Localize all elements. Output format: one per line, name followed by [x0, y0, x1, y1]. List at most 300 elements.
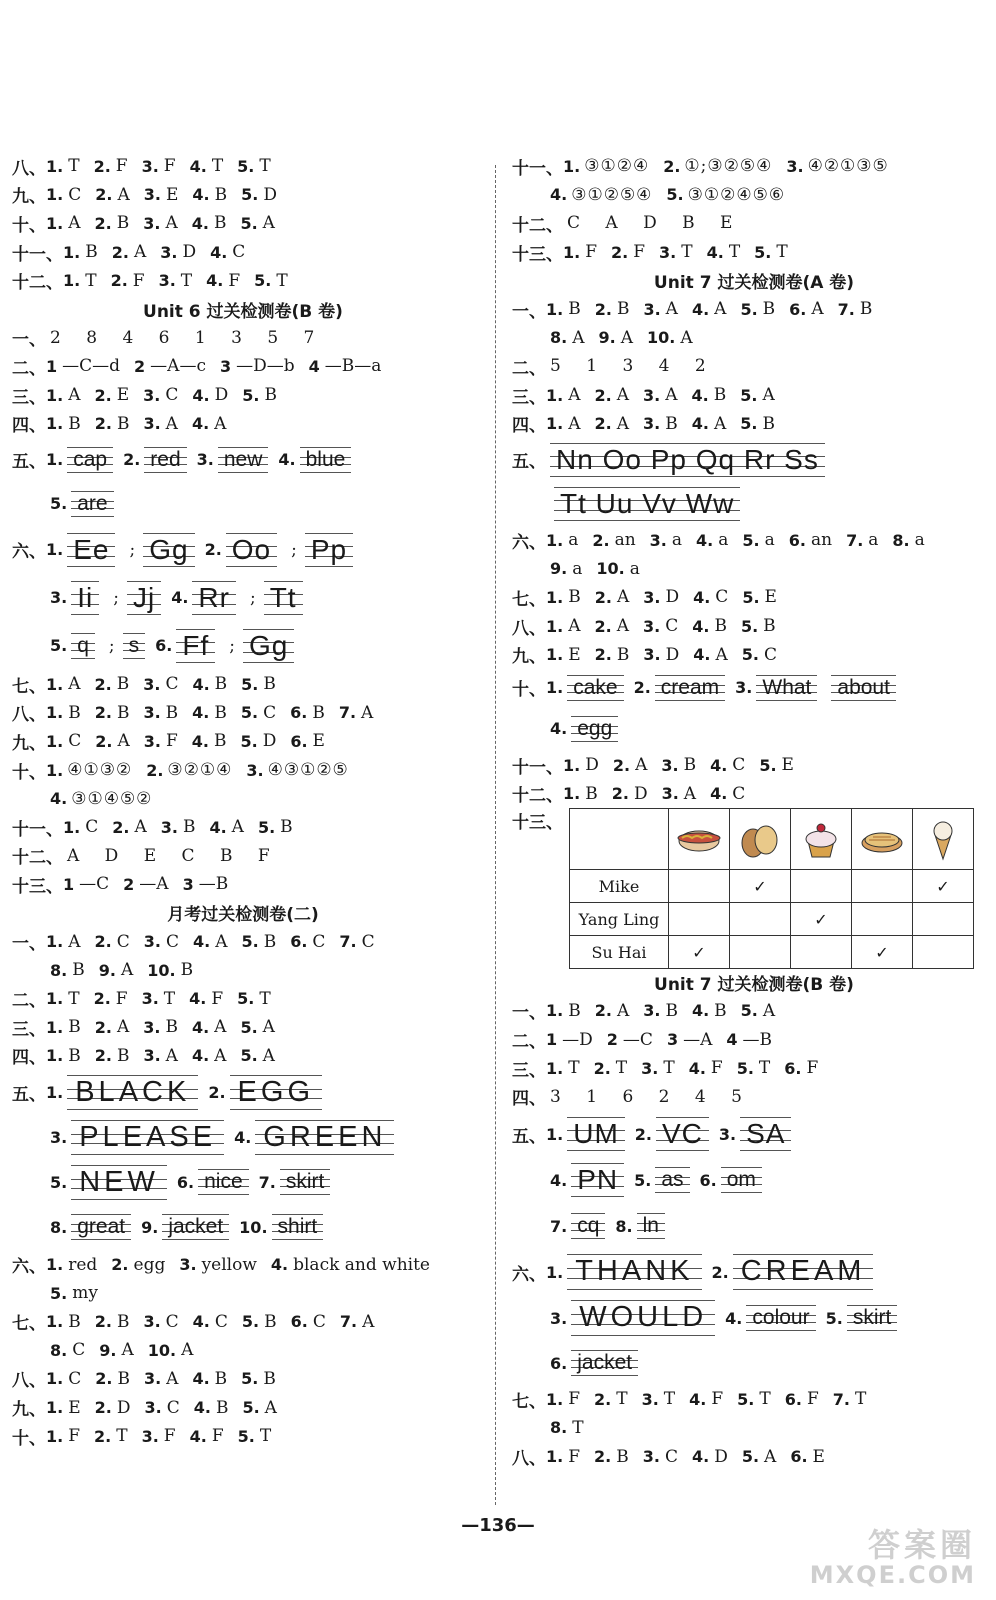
answer-line [12, 381, 474, 410]
answer: B [762, 413, 775, 434]
food-picture-cell [730, 809, 791, 870]
answer: T [180, 270, 193, 291]
question-label: 十一、 [512, 158, 563, 179]
item-number: 4. [691, 1447, 710, 1467]
item-number: 6. [290, 703, 308, 723]
item-number: 3. [143, 1017, 161, 1037]
answer: F [211, 988, 224, 1009]
separator: ; [129, 539, 136, 560]
answer: A [231, 817, 244, 838]
item-number: 1. [563, 755, 581, 775]
answer-line [512, 1442, 996, 1471]
answer-line [512, 780, 996, 809]
answer: A [120, 960, 134, 981]
answer: a [764, 530, 775, 551]
page-number: —136— [461, 1515, 535, 1536]
answer: A [680, 327, 693, 348]
item-number: 3. [659, 242, 677, 262]
item-number: 4. [693, 645, 711, 665]
item-number: 1. [46, 1255, 64, 1275]
section-heading: Unit 6 过关检测卷(B 卷) [143, 301, 343, 322]
item-number: 3. [143, 1046, 161, 1066]
item-number: 4. [234, 1127, 252, 1147]
item-number: 1. [46, 731, 64, 751]
answer: A [616, 413, 629, 434]
answer: T [259, 988, 271, 1009]
item-number: 6. [290, 932, 308, 952]
answer: T [259, 156, 271, 177]
item-number: 4. [210, 242, 228, 262]
item-number: 2. [204, 540, 222, 560]
item-number: 4. [689, 1389, 707, 1409]
item-number: 9. [141, 1217, 159, 1237]
item-number: 3. [641, 1389, 659, 1409]
item-number: 4. [696, 530, 714, 550]
item-number: 2 [606, 1030, 618, 1050]
food-picture-cell [791, 809, 852, 870]
answer: F [633, 242, 646, 263]
answer-line [512, 381, 996, 410]
answer-line [512, 1203, 996, 1249]
answer: black and white [293, 1254, 430, 1275]
item-number: 1. [46, 674, 64, 694]
answer-line [12, 670, 474, 699]
left-column [12, 152, 474, 1450]
answer: D [116, 1397, 131, 1418]
item-number: 5. [754, 242, 772, 262]
answer: F [585, 242, 598, 263]
item-number: 5. [740, 1001, 758, 1021]
answer: A [214, 1017, 227, 1038]
item-number: 4 [726, 1030, 738, 1050]
handwriting-answer: What [756, 675, 817, 701]
handwriting-answer: red [144, 447, 186, 473]
handwriting-answer: are [71, 491, 113, 517]
item-number: 3. [141, 989, 159, 1009]
pie-icon [859, 817, 905, 861]
item-number: 5. [825, 1308, 843, 1328]
separator: ; [249, 587, 256, 608]
answer-line [12, 1422, 474, 1451]
question-label: 十二、 [12, 848, 63, 869]
answer: T [163, 988, 176, 1009]
item-number: 3. [661, 755, 679, 775]
item-number: 5. [50, 636, 68, 656]
handwriting-answer: Nn Oo Pp Qq Rr Ss [550, 443, 825, 477]
item-number: 1. [546, 414, 564, 434]
answer: E [781, 755, 794, 776]
item-number: 4 [308, 356, 320, 376]
question-label: 八、 [12, 158, 46, 179]
answer: A [165, 213, 178, 234]
answer-line [12, 438, 474, 482]
item-number: 1. [546, 678, 564, 698]
answer: B [214, 1368, 228, 1389]
handwriting-answer: BLACK [67, 1075, 198, 1110]
answer: A [620, 327, 633, 348]
handwriting-answer: Jj [127, 581, 161, 615]
item-number: 4. [209, 817, 227, 837]
answer: B [683, 755, 697, 776]
answer: a [868, 530, 879, 551]
question-label: 三、 [512, 387, 546, 408]
item-number: 4. [191, 414, 210, 434]
item-number: 3. [643, 414, 661, 434]
question-label: 三、 [512, 1060, 546, 1081]
answer-line [512, 1385, 996, 1414]
answer: B [72, 960, 85, 981]
answer: D [665, 644, 680, 665]
answer-line [512, 640, 996, 669]
answer: E [116, 385, 130, 406]
answer: B [68, 413, 81, 434]
item-number: 2. [146, 760, 164, 780]
item-number: 2. [592, 530, 610, 550]
item-number: 3. [160, 817, 178, 837]
answer-line [12, 266, 474, 295]
handwriting-answer: VC [656, 1117, 709, 1151]
answer: B [665, 413, 678, 434]
item-number: 2. [594, 1001, 612, 1021]
item-number: 4. [171, 588, 189, 608]
item-number: 4. [550, 1170, 568, 1190]
item-number: 7. [832, 1389, 850, 1409]
item-number: 8. [550, 1418, 568, 1438]
answer: T [68, 156, 80, 177]
answer-line [512, 324, 996, 353]
answer: B [214, 184, 228, 205]
item-number: 4. [691, 414, 709, 434]
question-label: 九、 [12, 733, 46, 754]
question-label: 一、 [12, 330, 46, 351]
item-number: 3. [143, 385, 161, 405]
answer-line [512, 997, 996, 1026]
answer: A [665, 385, 678, 406]
check-cell: ✓ [730, 870, 791, 903]
item-number: 10. [596, 559, 625, 579]
handwriting-answer: jacket [571, 1350, 638, 1376]
answer-line [12, 927, 474, 956]
item-number: 3. [661, 784, 679, 804]
answer-line [512, 438, 996, 482]
item-number: 2. [711, 1262, 729, 1282]
answer: B [616, 299, 630, 320]
item-number: 5. [237, 989, 255, 1009]
table-row [570, 903, 974, 936]
item-number: 4. [550, 185, 568, 205]
item-number: 4. [688, 1058, 706, 1078]
answer-line [12, 526, 474, 574]
item-number: 2. [94, 1046, 112, 1066]
item-number: 7. [837, 299, 855, 319]
item-number: 4. [192, 703, 210, 723]
answer: E [568, 644, 581, 665]
question-label: 十、 [12, 215, 46, 236]
answer-line [512, 409, 996, 438]
question-label: 四、 [12, 416, 46, 437]
answer: T [758, 1058, 771, 1079]
item-number: 3. [642, 1447, 660, 1467]
check-cell [852, 903, 913, 936]
item-number: 7. [846, 530, 864, 550]
item-number: 2. [93, 989, 111, 1009]
question-label: 三、 [12, 387, 46, 408]
item-number: 2. [611, 784, 629, 804]
item-number: 2. [94, 674, 112, 694]
handwriting-answer: PLEASE [71, 1120, 224, 1155]
answer-line [512, 555, 996, 584]
answer: egg [133, 1254, 166, 1275]
question-label: 十一、 [512, 757, 563, 778]
handwriting-answer: Ii [71, 581, 99, 615]
item-number: 4. [192, 1369, 210, 1389]
item-number: 6. [155, 636, 173, 656]
item-number: 6. [789, 299, 807, 319]
item-number: 4. [189, 156, 207, 176]
answer: A [215, 931, 228, 952]
item-number: 3. [50, 1127, 68, 1147]
handwriting-answer: colour [746, 1305, 815, 1331]
order-answer: ③①②④ [584, 156, 650, 177]
answer: B [116, 213, 130, 234]
answer: A [262, 1045, 275, 1066]
item-number: 2. [93, 156, 111, 176]
check-cell [913, 936, 974, 969]
answer: B [165, 1017, 178, 1038]
item-number: 4. [278, 450, 296, 470]
answer: my [72, 1283, 98, 1304]
answer: B [165, 702, 179, 723]
answer-line [512, 238, 996, 267]
answer: T [663, 1389, 676, 1410]
answer-line [12, 209, 474, 238]
item-number: 3. [143, 703, 161, 723]
answer: T [85, 270, 97, 291]
answer-line [12, 1204, 474, 1250]
item-number: 3. [143, 414, 161, 434]
item-number: 4. [193, 1398, 211, 1418]
question-label: 十三、 [512, 813, 563, 834]
item-number: 9. [550, 559, 568, 579]
item-number: 1 [46, 356, 58, 376]
question-label: 九、 [512, 647, 546, 668]
answer: C [165, 931, 179, 952]
handwriting-answer: Gg [243, 629, 294, 663]
cupcake-icon [798, 817, 844, 861]
answer-line [12, 870, 474, 899]
answer: B [117, 1368, 130, 1389]
answer-line [12, 352, 474, 381]
answer: C [72, 1340, 86, 1361]
answer: B [568, 587, 581, 608]
answer: A [762, 385, 775, 406]
answer: D [263, 184, 277, 205]
question-label: 十三、 [12, 876, 63, 897]
answer: B [116, 413, 130, 434]
answer-line [12, 956, 474, 985]
item-number: 2 [123, 874, 135, 894]
answer: A [568, 385, 581, 406]
item-number: 4. [691, 1001, 710, 1021]
answer: A [616, 1000, 630, 1021]
question-label: 七、 [512, 1391, 546, 1412]
answer: C [85, 817, 99, 838]
item-number: 2. [94, 703, 112, 723]
separator: ; [113, 587, 119, 608]
answer: A [362, 1311, 375, 1332]
answer-line [12, 1013, 474, 1042]
food-picture-cell [852, 809, 913, 870]
answer: B [116, 1311, 130, 1332]
check-cell: ✓ [669, 936, 730, 969]
right-column [512, 152, 996, 1471]
answer: B [264, 1311, 277, 1332]
item-number: 10. [647, 328, 676, 348]
item-number: 2. [634, 1124, 652, 1144]
answer: A [116, 1017, 130, 1038]
answer: F [568, 1446, 581, 1467]
food-picture-cell [913, 809, 974, 870]
answer: B [568, 299, 581, 320]
item-number: 6. [699, 1170, 717, 1190]
item-number: 4. [192, 932, 211, 952]
handwriting-answer: Gg [143, 533, 194, 567]
answer: —A—c [150, 356, 206, 377]
item-number: 5. [742, 587, 760, 607]
answer: —C—d [62, 356, 121, 377]
answer: an [810, 530, 833, 551]
item-number: 3. [643, 1001, 661, 1021]
item-number: 2. [94, 1398, 112, 1418]
answer: T [616, 1389, 628, 1410]
item-number: 5. [257, 817, 276, 837]
handwriting-answer: cq [571, 1213, 605, 1239]
item-number: 1. [546, 1262, 564, 1282]
answer: C [263, 702, 277, 723]
item-number: 6. [784, 1389, 802, 1409]
item-number: 4. [191, 1017, 210, 1037]
answer-line [512, 1341, 996, 1385]
answer: A [764, 1446, 777, 1467]
item-number: 3. [786, 156, 804, 176]
check-cell [669, 903, 730, 936]
answer-line [12, 152, 474, 181]
question-label: 一、 [512, 301, 546, 322]
answer: D [182, 242, 197, 263]
answer: E [68, 1397, 81, 1418]
item-number: 5. [666, 185, 684, 205]
item-number: 7. [339, 932, 357, 952]
food-preference-table [569, 808, 974, 969]
item-number: 1. [563, 242, 581, 262]
item-number: 5. [740, 385, 758, 405]
question-label: 三、 [12, 1019, 46, 1040]
item-number: 2. [663, 156, 681, 176]
answer: A [568, 413, 581, 434]
item-number: 2. [594, 587, 612, 607]
question-label: 六、 [512, 1264, 546, 1285]
item-number: 3. [143, 1369, 162, 1389]
answer-line [512, 209, 996, 238]
item-number: 8. [50, 1217, 68, 1237]
answer: A [121, 1340, 134, 1361]
item-number: 2. [94, 932, 112, 952]
answer: red [68, 1254, 98, 1275]
answer-line [512, 808, 996, 968]
item-number: 3. [643, 616, 661, 636]
answer: —C [622, 1029, 653, 1050]
item-number: 1. [63, 271, 81, 291]
answer: a [568, 530, 579, 551]
hot-dog-icon [676, 817, 722, 861]
order-answer: ④②①③⑤ [807, 156, 889, 177]
answer-sequence: 5 1 3 4 2 [550, 356, 716, 377]
answer-line [12, 813, 474, 842]
answer: —B [198, 874, 229, 895]
answer-line [12, 1365, 474, 1394]
answer: B [616, 644, 630, 665]
item-number: 3. [50, 588, 68, 608]
answer: A [165, 413, 178, 434]
answer: a [572, 558, 583, 579]
item-number: 5. [240, 1046, 258, 1066]
table-corner-cell [570, 809, 669, 870]
item-number: 2. [594, 385, 612, 405]
item-number: 3. [643, 587, 661, 607]
answer: T [572, 1417, 584, 1438]
item-number: 6. [550, 1353, 568, 1373]
question-label: 五、 [12, 1084, 46, 1105]
item-number: 1. [46, 156, 64, 176]
item-number: 5. [241, 185, 259, 205]
question-label: 六、 [512, 532, 546, 553]
check-cell [852, 870, 913, 903]
answer-line [512, 526, 996, 555]
item-number: 3. [246, 760, 264, 780]
answer: F [163, 1426, 176, 1447]
section-heading: Unit 7 过关检测卷(A 卷) [653, 273, 855, 294]
order-answer: ④③①②⑤ [267, 760, 349, 781]
item-number: 2. [633, 678, 651, 698]
item-number: 1. [546, 616, 564, 636]
answer: A [811, 299, 824, 320]
handwriting-answer: cream [655, 675, 725, 701]
check-cell [791, 936, 852, 969]
item-number: 5. [241, 932, 259, 952]
answer: A [214, 413, 227, 434]
item-number: 3. [143, 185, 161, 205]
item-number: 5. [742, 530, 760, 550]
answer: C [732, 783, 746, 804]
answer: C [763, 644, 777, 665]
item-number: 4. [191, 1046, 210, 1066]
item-number: 5. [634, 1170, 652, 1190]
answer-line [12, 1279, 474, 1308]
item-number: 1. [63, 817, 81, 837]
item-number: 4. [691, 385, 709, 405]
order-answer: ③①②⑤④ [571, 184, 653, 205]
ice-cream-icon [920, 817, 966, 861]
item-number: 5. [759, 755, 777, 775]
question-label: 六、 [12, 1257, 46, 1278]
item-number: 5. [50, 1283, 68, 1303]
item-number: 3. [141, 1426, 159, 1446]
answer: a [718, 530, 729, 551]
answer: D [262, 731, 277, 752]
item-number: 4. [191, 213, 209, 233]
item-number: 3. [143, 1312, 161, 1332]
answer: A [714, 299, 727, 320]
